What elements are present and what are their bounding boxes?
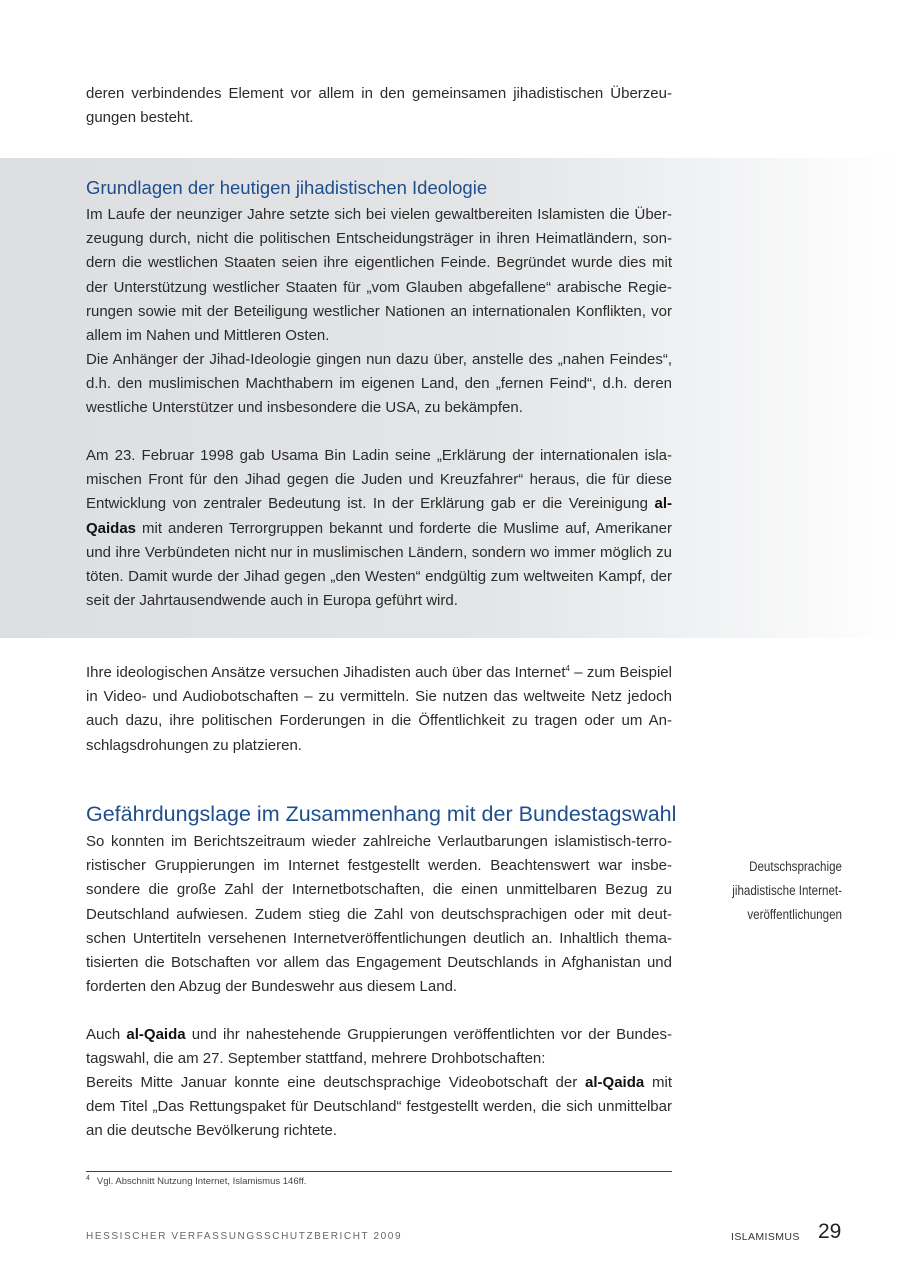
- threat-paragraph-1: So konnten im Berichtszeitraum wieder zahlreiche Verlautbarungen islamistisch-terroristischer Gruppierungen im Internet festgestellt werden. Beachtenswert war insbesondere die große Zahl der Internetbotschaften, die einen unmittelbaren Bezug zu Deutschland aufwiesen. Zudem stieg die Zahl von deutschsprachigen oder mit deutschen Untertiteln versehenen Internetveröffentlichungen deutlich an. Inhaltlich thematisierten die Botschaften vor allem das Engagement Deutschlands in Afghanistan und forderten den Abzug der Bundeswehr aus diesem Land.: [86, 833, 672, 996]
- footnote: [86, 1175, 306, 1187]
- section-heading-ideology: Grundlagen der heutigen jihadistischen Ideologie: [86, 177, 488, 198]
- footnote-number: 4: [86, 1175, 90, 1182]
- paragraph-text: und ihr nahestehende Gruppierungen veröffentlichten vor der Bundestagswahl, die am 27. September stattfand, mehrere Drohbotschaften:: [86, 1026, 672, 1068]
- paragraph-text: Bereits Mitte Januar konnte eine deutschsprachige Videobotschaft der: [86, 1074, 586, 1091]
- margin-note-line: veröffentlichungen: [747, 907, 842, 922]
- ideology-paragraph-3: [86, 444, 672, 613]
- section-heading-threat: Gefährdungslage im Zusammenhang mit der Bundestagswahl: [86, 802, 677, 826]
- paragraph-text: Am 23. Februar 1998 gab Usama Bin Ladin seine „Erklärung der internationalen islamischen Front für den Jihad gegen die Juden und Kreuzfahrer“ heraus, die für diese Entwicklung von zentraler Bedeutung ist. In der Erklärung gab er die Vereinigung: [86, 447, 672, 513]
- bold-term-al-qaida: al-Qaida: [585, 1074, 645, 1091]
- margin-note-line: Deutschsprachige: [749, 859, 842, 874]
- footer-section-name: ISLAMISMUS: [731, 1231, 800, 1243]
- paragraph-text: mit anderen Terrorgruppen bekannt und forderte die Muslime auf, Amerikaner und ihre Verbündeten nicht nur in muslimischen Ländern, sondern wo immer möglich zu töten. Damit wurde der Jihad gegen „den Westen“ endgültig zum weltweiten Kampf, der seit der Jahrtausendwende auch in Europa geführt wird.: [86, 519, 672, 610]
- footer-publication-title: HESSISCHER VERFASSUNGSSCHUTZBERICHT 2009: [86, 1231, 403, 1242]
- threat-paragraph-2: [86, 1023, 672, 1071]
- footnote-divider: [86, 1171, 672, 1172]
- footnote-text: Vgl. Abschnitt Nutzung Internet, Islamismus 146ff.: [96, 1176, 307, 1188]
- footnote-reference[interactable]: 4: [565, 664, 570, 673]
- threat-paragraph-3: [86, 1071, 672, 1144]
- paragraph-text: mit dem Titel „Das Rettungspaket für Deutschland“ festgestellt werden, die sich unmittelbar an die deutsche Bevölkerung richtete.: [86, 1074, 672, 1140]
- paragraph-text: Auch: [86, 1026, 127, 1043]
- intro-paragraph: deren verbindendes Element vor allem in den gemeinsamen jihadistischen Überzeugungen besteht.: [86, 85, 672, 127]
- margin-note: [720, 855, 842, 927]
- paragraph-text: – zum Beispiel in Video- und Audiobotschaften – zu vermitteln. Sie nutzen das weltweite Netz jedoch auch dazu, ihre politischen Forderungen in die Öffentlichkeit zu tragen oder um Anschlagsdrohungen zu platzieren.: [86, 664, 672, 754]
- paragraph-text: Ihre ideologischen Ansätze versuchen Jihadisten auch über das Internet: [86, 664, 566, 681]
- bold-term-al-qaida: al-Qaida: [126, 1026, 186, 1043]
- bold-term-al-qaidas: al-Qaidas: [86, 495, 672, 537]
- ideology-paragraph-2: Die Anhänger der Jihad-Ideologie gingen nun dazu über, anstelle des „nahen Feindes“, d.h. den muslimischen Machthabern im eigenen Land, den „fernen Feind“, d.h. deren westliche Unterstützer und insbesondere die USA, zu bekämpfen.: [86, 351, 672, 417]
- page-number: 29: [818, 1220, 842, 1243]
- internet-paragraph: [86, 661, 672, 758]
- ideology-paragraph-1: Im Laufe der neunziger Jahre setzte sich bei vielen gewaltbereiten Islamisten die Überzeugung durch, nicht die politischen Entscheidungsträger in ihren Heimatländern, sondern die westlichen Staaten seien ihre eigentlichen Feinde. Begründet wurde dies mit der Unterstützung westlicher Staaten für „vom Glauben abgefallene“ arabische Regierungen sowie mit der Beteiligung westlicher Nationen an internationalen Konflikten, vor allem im Nahen und Mittleren Osten.: [86, 206, 672, 345]
- margin-note-line: jihadistische Internet-: [732, 883, 842, 898]
